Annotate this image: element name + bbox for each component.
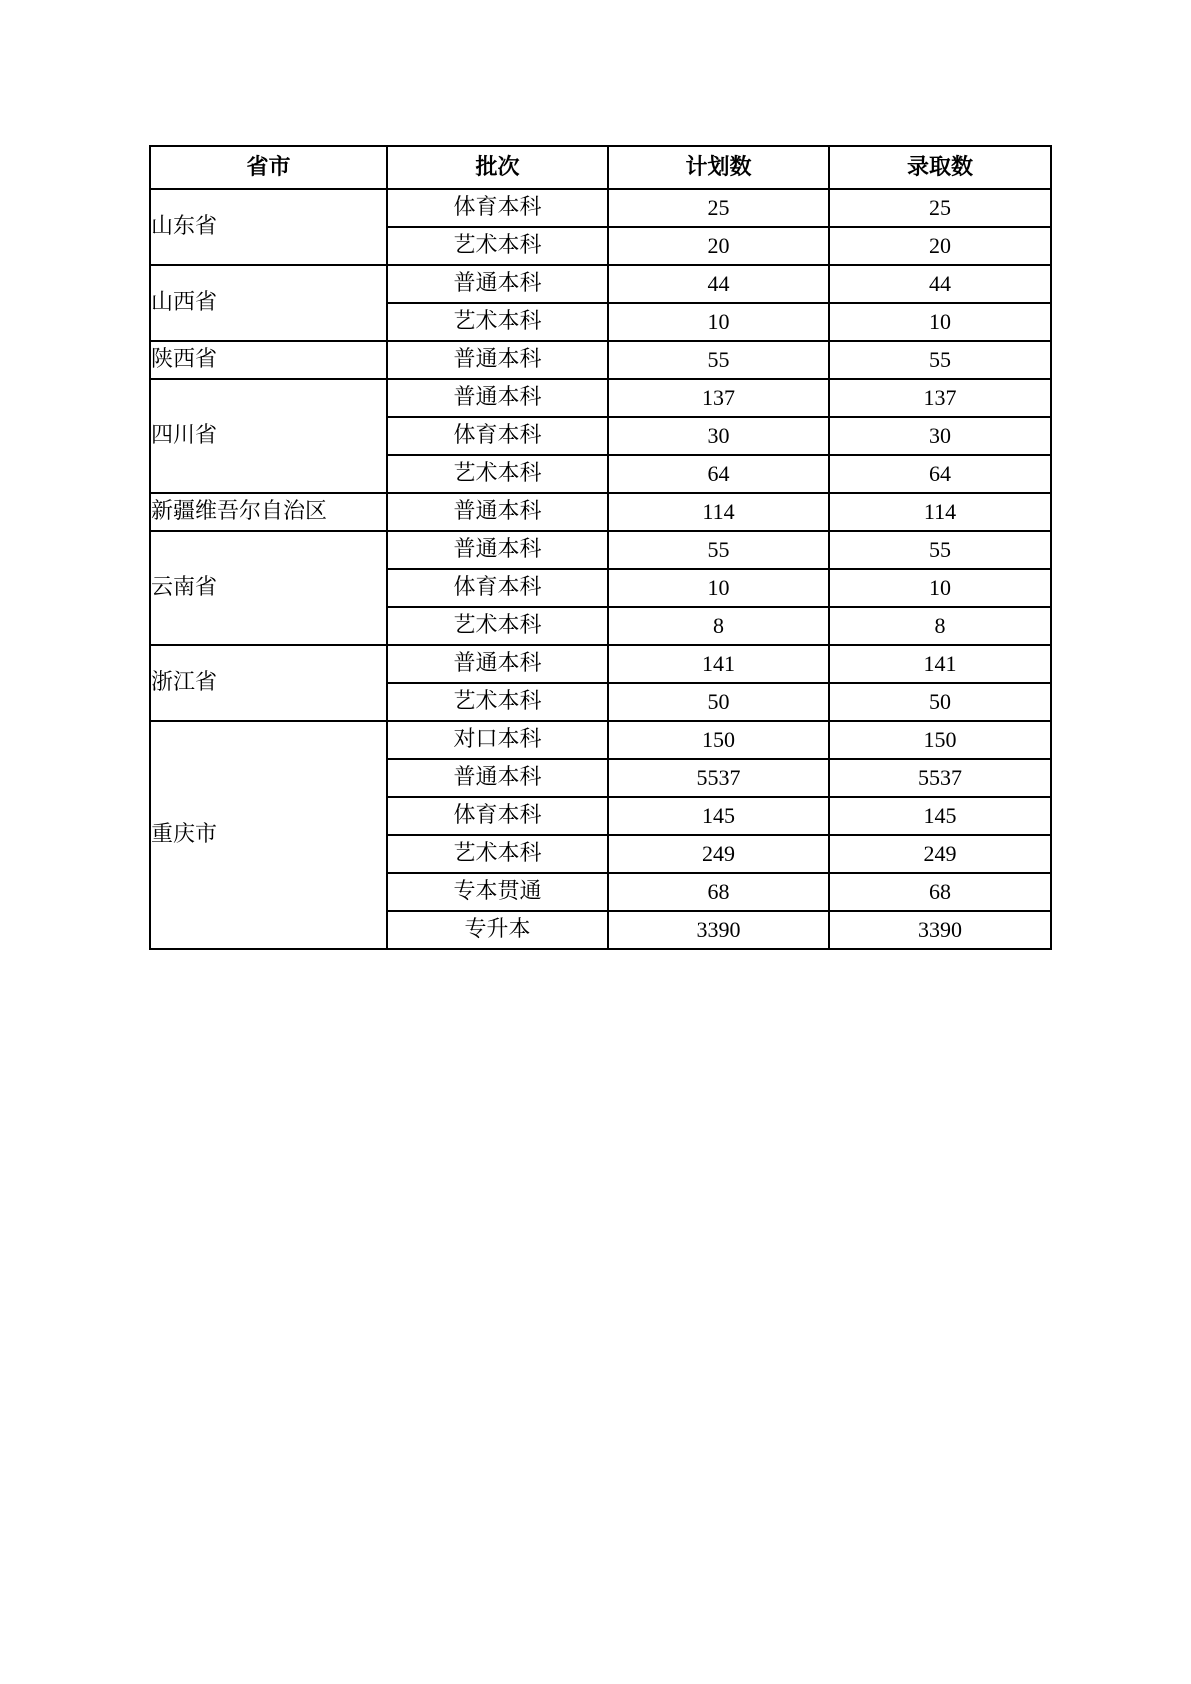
admitted-count-cell: 55 [829, 531, 1051, 569]
admitted-count-cell: 8 [829, 607, 1051, 645]
admitted-count-cell: 10 [829, 303, 1051, 341]
batch-cell: 普通本科 [387, 493, 608, 531]
header-row [150, 146, 1051, 189]
plan-count-cell: 10 [608, 569, 829, 607]
plan-count-cell: 64 [608, 455, 829, 493]
province-cell: 山西省 [150, 265, 387, 341]
batch-cell: 艺术本科 [387, 835, 608, 873]
table-header [150, 146, 1051, 189]
batch-cell: 普通本科 [387, 341, 608, 379]
admitted-count-cell: 25 [829, 189, 1051, 227]
header-province: 省市 [150, 146, 387, 189]
batch-cell: 普通本科 [387, 265, 608, 303]
batch-cell: 普通本科 [387, 645, 608, 683]
admitted-count-cell: 50 [829, 683, 1051, 721]
admitted-count-cell: 3390 [829, 911, 1051, 949]
province-cell: 云南省 [150, 531, 387, 645]
plan-count-cell: 10 [608, 303, 829, 341]
batch-cell: 体育本科 [387, 189, 608, 227]
batch-cell: 艺术本科 [387, 227, 608, 265]
admitted-count-cell: 137 [829, 379, 1051, 417]
table-row [150, 341, 1051, 379]
admitted-count-cell: 44 [829, 265, 1051, 303]
batch-cell: 艺术本科 [387, 455, 608, 493]
plan-count-cell: 20 [608, 227, 829, 265]
plan-count-cell: 145 [608, 797, 829, 835]
plan-count-cell: 141 [608, 645, 829, 683]
admitted-count-cell: 141 [829, 645, 1051, 683]
batch-cell: 体育本科 [387, 417, 608, 455]
admitted-count-cell: 5537 [829, 759, 1051, 797]
batch-cell: 普通本科 [387, 759, 608, 797]
table-row [150, 265, 1051, 303]
admissions-table [149, 145, 1052, 950]
province-cell: 新疆维吾尔自治区 [150, 493, 387, 531]
batch-cell: 普通本科 [387, 531, 608, 569]
plan-count-cell: 150 [608, 721, 829, 759]
plan-count-cell: 25 [608, 189, 829, 227]
plan-count-cell: 55 [608, 531, 829, 569]
plan-count-cell: 8 [608, 607, 829, 645]
admitted-count-cell: 249 [829, 835, 1051, 873]
plan-count-cell: 3390 [608, 911, 829, 949]
header-admitted-count: 录取数 [829, 146, 1051, 189]
batch-cell: 体育本科 [387, 797, 608, 835]
province-cell: 山东省 [150, 189, 387, 265]
admitted-count-cell: 30 [829, 417, 1051, 455]
table-body [150, 189, 1051, 949]
batch-cell: 专本贯通 [387, 873, 608, 911]
plan-count-cell: 5537 [608, 759, 829, 797]
admitted-count-cell: 68 [829, 873, 1051, 911]
admitted-count-cell: 145 [829, 797, 1051, 835]
table-row [150, 531, 1051, 569]
admitted-count-cell: 20 [829, 227, 1051, 265]
province-cell: 浙江省 [150, 645, 387, 721]
admitted-count-cell: 64 [829, 455, 1051, 493]
province-cell: 陕西省 [150, 341, 387, 379]
header-batch: 批次 [387, 146, 608, 189]
table-row [150, 645, 1051, 683]
batch-cell: 艺术本科 [387, 303, 608, 341]
province-cell: 重庆市 [150, 721, 387, 949]
batch-cell: 专升本 [387, 911, 608, 949]
batch-cell: 普通本科 [387, 379, 608, 417]
plan-count-cell: 137 [608, 379, 829, 417]
table-row [150, 189, 1051, 227]
admitted-count-cell: 55 [829, 341, 1051, 379]
plan-count-cell: 114 [608, 493, 829, 531]
table-row [150, 721, 1051, 759]
table-row [150, 379, 1051, 417]
table-row [150, 493, 1051, 531]
batch-cell: 艺术本科 [387, 683, 608, 721]
admitted-count-cell: 150 [829, 721, 1051, 759]
header-plan-count: 计划数 [608, 146, 829, 189]
plan-count-cell: 30 [608, 417, 829, 455]
plan-count-cell: 50 [608, 683, 829, 721]
plan-count-cell: 44 [608, 265, 829, 303]
plan-count-cell: 249 [608, 835, 829, 873]
plan-count-cell: 55 [608, 341, 829, 379]
admitted-count-cell: 114 [829, 493, 1051, 531]
batch-cell: 艺术本科 [387, 607, 608, 645]
plan-count-cell: 68 [608, 873, 829, 911]
batch-cell: 对口本科 [387, 721, 608, 759]
admitted-count-cell: 10 [829, 569, 1051, 607]
batch-cell: 体育本科 [387, 569, 608, 607]
province-cell: 四川省 [150, 379, 387, 493]
